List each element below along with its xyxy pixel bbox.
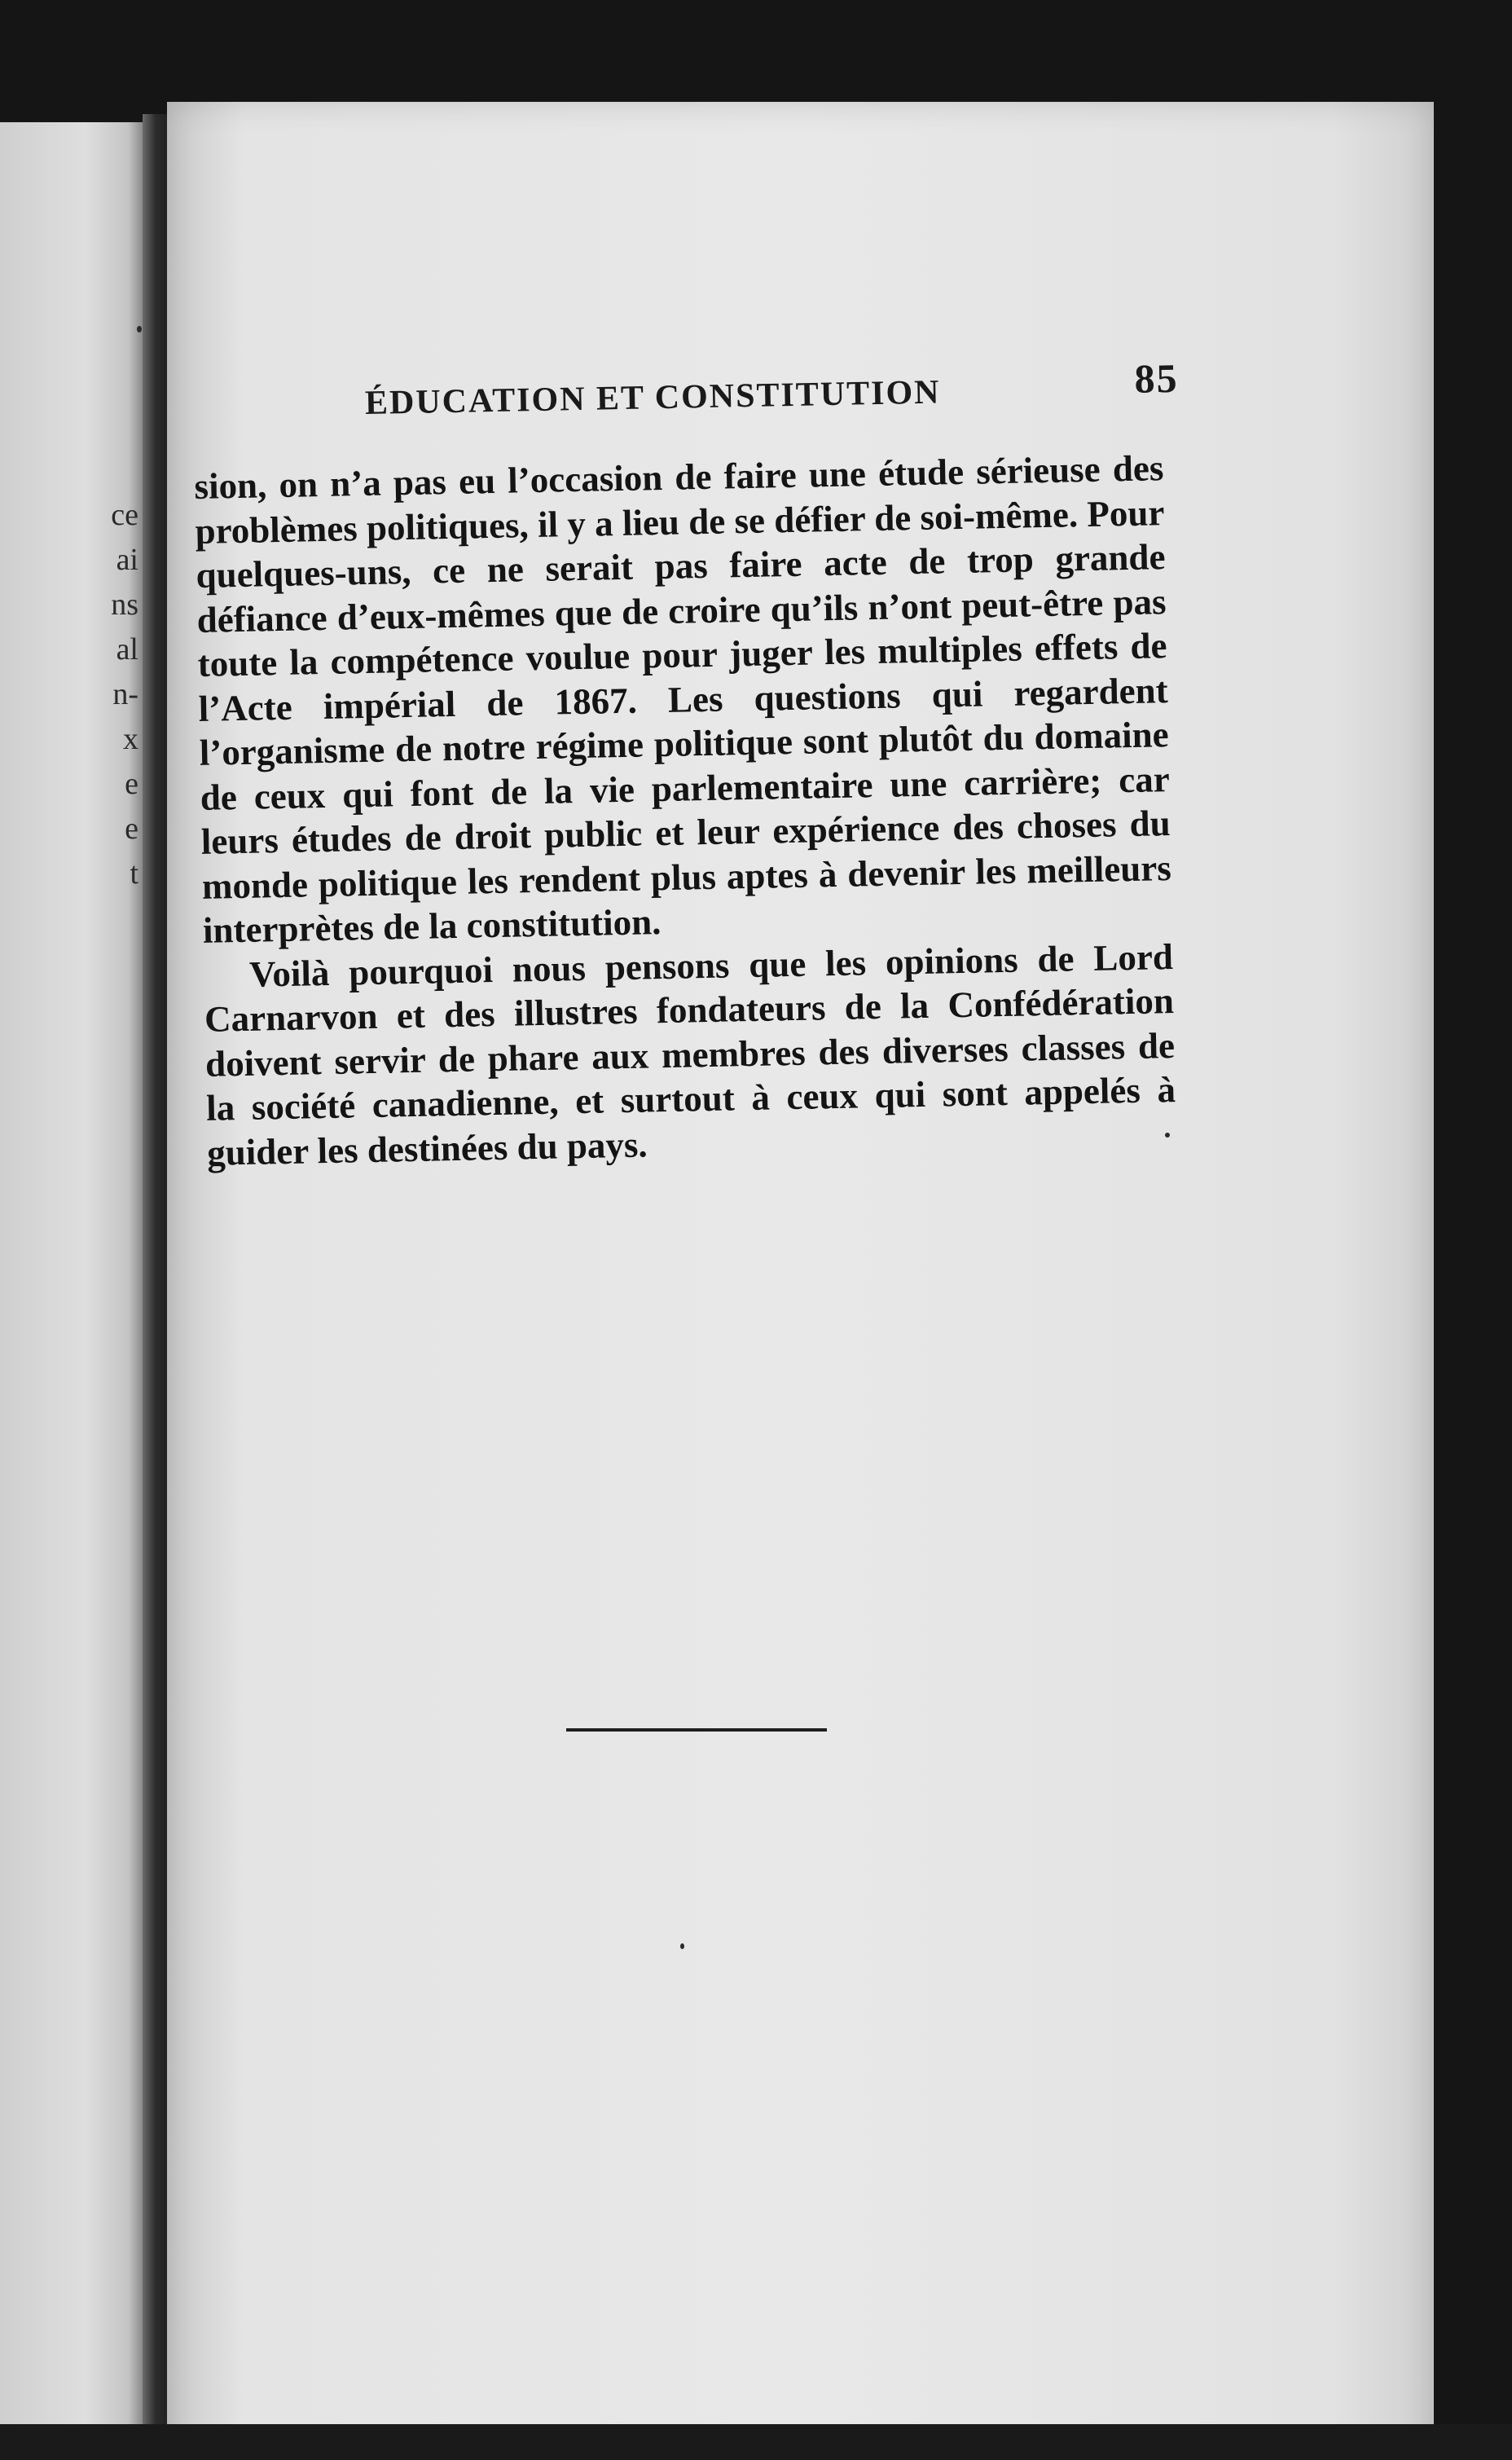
left-page-edge <box>0 122 143 2460</box>
left-page-text-fragments: ce ai ns al n- x e e t <box>111 498 138 891</box>
body-text <box>194 446 1177 1175</box>
scan-bottom-edge <box>0 2424 1512 2460</box>
scan-speck <box>680 1943 684 1949</box>
end-of-chapter-rule <box>566 1728 827 1732</box>
scan-speck <box>1165 1133 1170 1138</box>
paragraph-continuation: sion, on n’a pas eu l’occasion de faire une étude sérieuse des problèmes politiques, il y a lieu de se défier de soi-même. Pour quelques-uns, ce ne serait pas faire acte de trop grande défiance d’eux-mêmes que de croire qu’ils n’ont peut-être pas toute la compétence voulue pour juger les multiples effets de l’Acte impérial de 1867. Les questions qui regardent l’organisme de notre régime politique sont plutôt du domaine de ceux qui font de la vie parlementaire une carrière; car leurs études de droit public et leur expérience des choses du monde politique les rendent plus aptes à devenir les meilleurs interprètes de la constitution. <box>194 447 1172 951</box>
scan-speck <box>137 326 142 332</box>
paragraph-conclusion: Voilà pourquoi nous pensons que les opinions de Lord Carnarvon et des illustres fondateurs de la Confédération doivent servir de phare aux membres des diverses classes de la société canadienne, et surtout à ceux qui sont appelés à guider les destinées du pays. <box>204 935 1176 1173</box>
page-number: 85 <box>1134 354 1180 402</box>
running-head-title: ÉDUCATION ET CONSTITUTION <box>364 373 941 423</box>
